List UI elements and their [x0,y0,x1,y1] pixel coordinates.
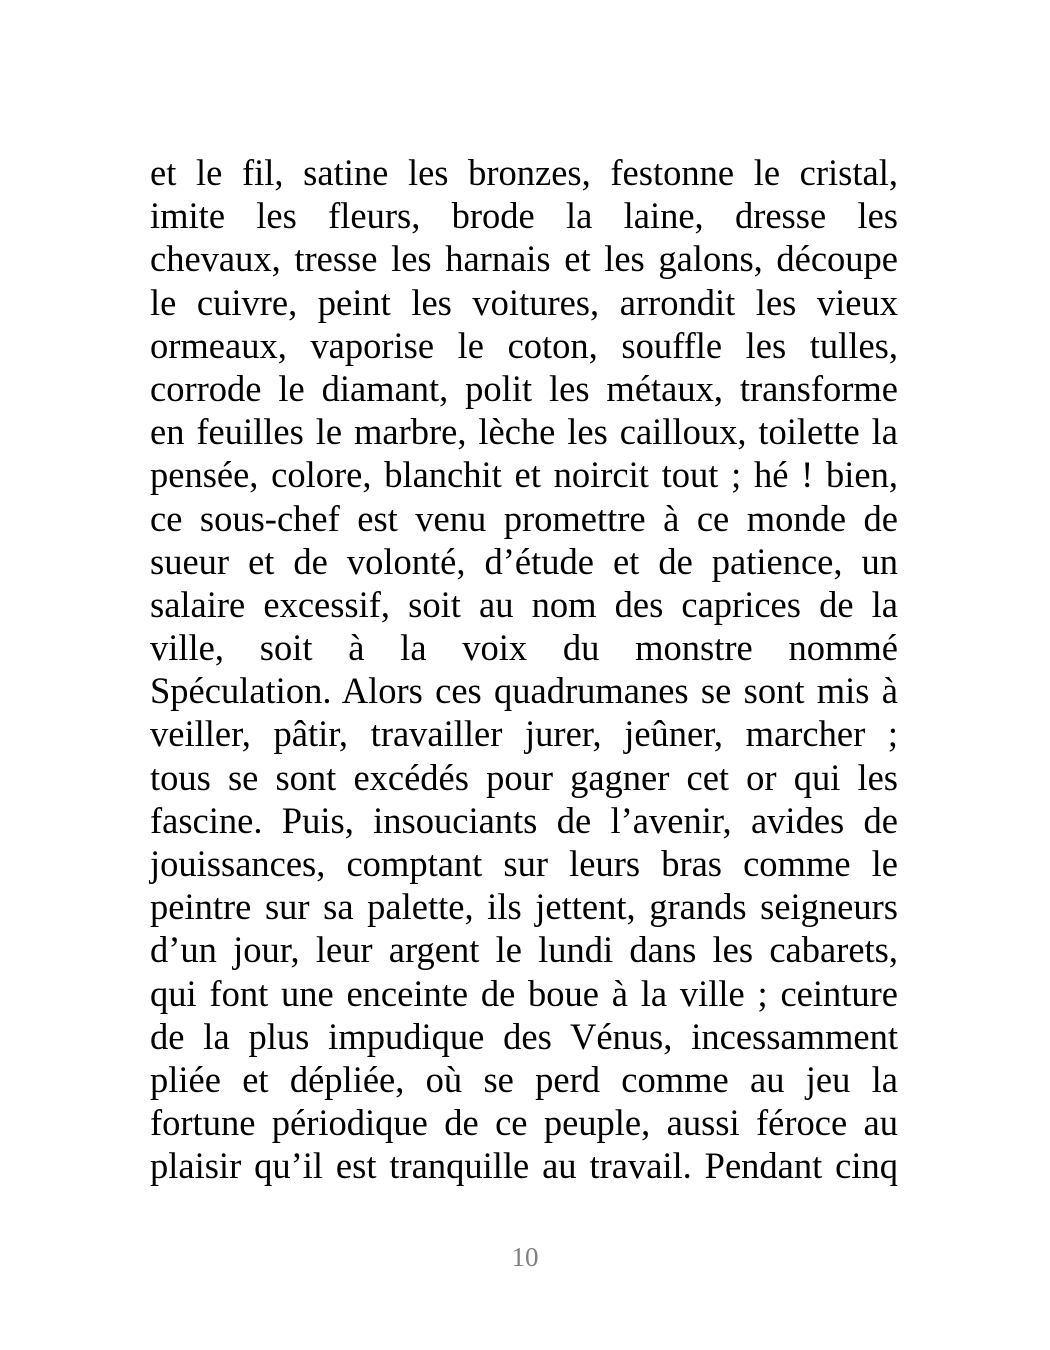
text-line: plaisir qu’il est tranquille au travail. Pendant cinq [150,1145,898,1187]
text-line: Spéculation. Alors ces quadrumanes se sont mis à [150,670,898,712]
text-line: qui font une enceinte de boue à la ville ; ceinture [150,972,898,1014]
text-line: salaire excessif, soit au nom des caprices de la [150,583,898,625]
text-line: chevaux, tresse les harnais et les galons, découpe [150,238,898,280]
text-line: corrode le diamant, polit les métaux, transforme [150,367,898,409]
text-line: de la plus impudique des Vénus, incessamment [150,1015,898,1057]
body-text [150,151,898,1188]
text-line: fortune périodique de ce peuple, aussi féroce au [150,1102,898,1144]
text-line: veiller, pâtir, travailler jurer, jeûner, marcher ; [150,713,898,755]
text-line: sueur et de volonté, d’étude et de patience, un [150,540,898,582]
text-line: jouissances, comptant sur leurs bras comme le [150,843,898,884]
text-line: pensée, colore, blanchit et noircit tout ; hé ! bien, [150,454,898,496]
page-number: 10 [511,1242,539,1272]
text-line: ville, soit à la voix du monstre nommé [150,627,898,669]
text-line: et le fil, satine les bronzes, festonne le cristal, [150,152,898,193]
text-line: ce sous-chef est venu promettre à ce monde de [150,497,898,539]
text-line: fascine. Puis, insouciants de l’avenir, avides de [150,799,898,841]
text-line: ormeaux, vaporise le coton, souffle les tulles, [150,324,898,366]
text-line: imite les fleurs, brode la laine, dresse les [150,195,898,237]
text-line: en feuilles le marbre, lèche les cailloux, toilette la [150,411,898,453]
text-line: peintre sur sa palette, ils jettent, grands seigneurs [150,886,898,928]
text-line: tous se sont excédés pour gagner cet or qui les [150,756,898,798]
text-line: le cuivre, peint les voitures, arrondit les vieux [150,281,898,323]
text-line: d’un jour, leur argent le lundi dans les cabarets, [150,929,898,971]
text-line: pliée et dépliée, où se perd comme au jeu la [150,1058,898,1100]
